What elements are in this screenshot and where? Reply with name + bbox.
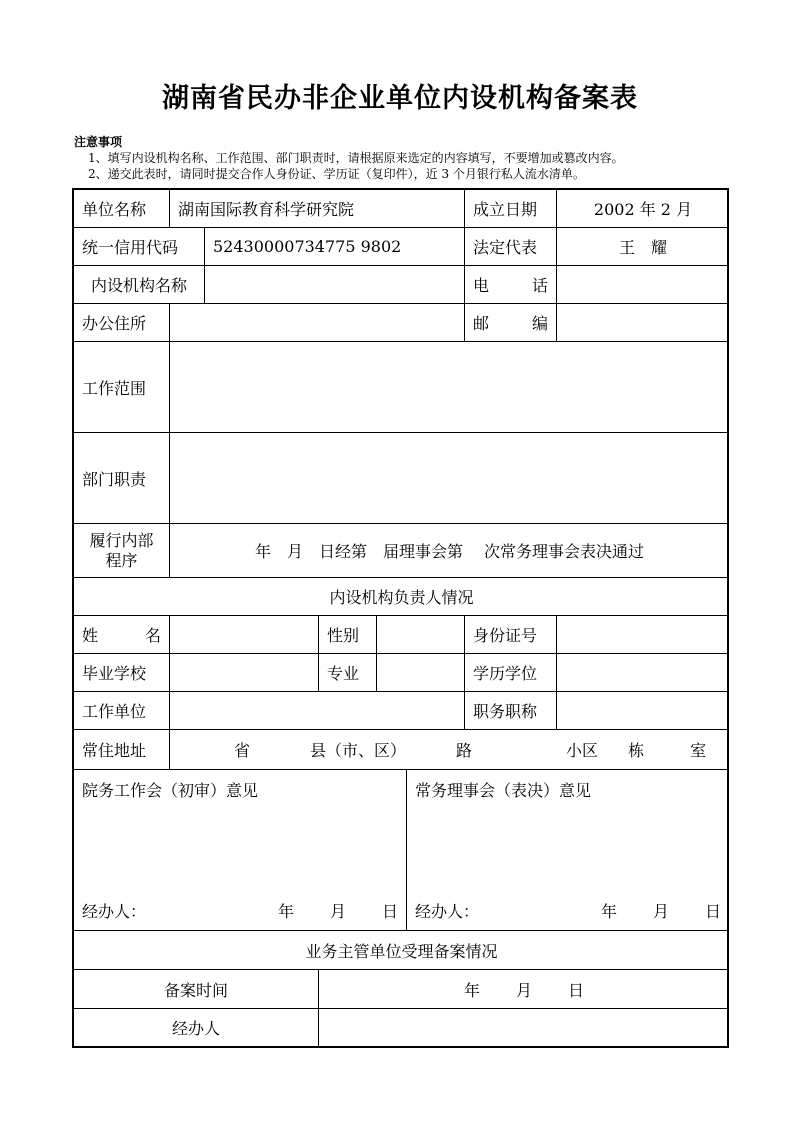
procedure-label <box>74 524 170 578</box>
phone-label-b: 话 <box>531 276 548 295</box>
page-title: 湖南省民办非企业单位内设机构备案表 <box>162 83 638 114</box>
major-label: 专业 <box>319 654 377 692</box>
duty-field[interactable] <box>170 433 729 524</box>
left-signature-line <box>82 899 398 922</box>
credit-code-field[interactable]: 52430000734775 9802 <box>205 228 465 266</box>
head-section-heading: 内设机构负责人情况 <box>74 578 729 616</box>
date-parts <box>278 899 398 922</box>
legal-rep-label: 法定代表 <box>465 228 557 266</box>
filing-heading: 业务主管单位受理备案情况 <box>74 931 729 970</box>
filing-date-parts <box>464 978 584 1001</box>
name-field[interactable] <box>170 616 319 654</box>
duty-label: 部门职责 <box>74 433 170 524</box>
postcode-label <box>465 304 557 342</box>
postcode-label-a: 邮 <box>473 314 490 333</box>
residence-part: 路 <box>456 741 473 760</box>
date-year: 年 <box>277 902 294 921</box>
handler-label: 经办人： <box>415 902 480 921</box>
scope-label: 工作范围 <box>74 342 170 433</box>
degree-label: 学历学位 <box>465 654 557 692</box>
filing-time-label: 备案时间 <box>74 970 319 1009</box>
right-signature-line <box>415 899 721 922</box>
phone-label-a: 电 <box>473 276 490 295</box>
phone-label <box>465 266 557 304</box>
date-year: 年 <box>600 902 617 921</box>
left-opinion-box[interactable] <box>74 770 407 931</box>
school-label: 毕业学校 <box>74 654 170 692</box>
title-label: 职务职称 <box>465 692 557 730</box>
workplace-field[interactable] <box>170 692 465 730</box>
right-opinion-box[interactable] <box>407 770 729 931</box>
procedure-text: 年 月 日经第 届理事会第 次常务理事会表决通过 <box>170 524 729 578</box>
residence-part: 小区 <box>566 741 599 760</box>
date-year: 年 <box>463 980 480 1000</box>
scope-field[interactable] <box>170 342 729 433</box>
date-month: 月 <box>652 902 669 921</box>
id-label: 身份证号 <box>465 616 557 654</box>
credit-code-label: 统一信用代码 <box>74 228 205 266</box>
date-parts <box>601 899 721 922</box>
residence-part: 栋 <box>628 741 645 760</box>
date-day: 日 <box>568 980 585 1000</box>
date-month: 月 <box>329 902 346 921</box>
name-label <box>74 616 170 654</box>
phone-field[interactable] <box>557 266 729 304</box>
gender-field[interactable] <box>377 616 465 654</box>
unit-name-label: 单位名称 <box>74 190 170 228</box>
date-day: 日 <box>381 902 398 921</box>
unit-name-field[interactable]: 湖南国际教育科学研究院 <box>170 190 465 228</box>
established-field[interactable]: 2002 年 2 月 <box>557 190 729 228</box>
notes-heading: 注意事项 <box>74 135 123 149</box>
right-opinion-title: 常务理事会（表决）意见 <box>415 781 592 800</box>
left-opinion-title: 院务工作会（初审）意见 <box>82 781 259 800</box>
residence-part: 省 <box>234 741 251 760</box>
filing-handler-label: 经办人 <box>74 1009 319 1046</box>
address-label: 办公住所 <box>74 304 170 342</box>
name-label-b: 名 <box>144 626 161 645</box>
major-field[interactable] <box>377 654 465 692</box>
dept-name-label: 内设机构名称 <box>74 266 205 304</box>
date-month: 月 <box>515 980 532 1000</box>
residence-label: 常住地址 <box>74 730 170 770</box>
title-field[interactable] <box>557 692 729 730</box>
form-table <box>72 188 729 1048</box>
procedure-label-line1: 履行内部 <box>89 530 154 550</box>
filing-handler-field[interactable] <box>319 1009 729 1046</box>
filing-time-field[interactable] <box>319 970 729 1009</box>
procedure-label-line2: 程序 <box>105 550 138 570</box>
date-day: 日 <box>704 902 721 921</box>
residence-field[interactable] <box>170 730 729 770</box>
postcode-label-b: 编 <box>531 314 548 333</box>
id-field[interactable] <box>557 616 729 654</box>
school-field[interactable] <box>170 654 319 692</box>
residence-part: 室 <box>690 741 707 760</box>
name-label-a: 姓 <box>82 626 99 645</box>
handler-label: 经办人： <box>82 902 147 921</box>
postcode-field[interactable] <box>557 304 729 342</box>
residence-part: 县（市、区） <box>310 741 407 760</box>
established-label: 成立日期 <box>465 190 557 228</box>
gender-label: 性别 <box>319 616 377 654</box>
dept-name-field[interactable] <box>205 266 465 304</box>
notes-item: 2、递交此表时，请同时提交合作人身份证、学历证（复印件），近 3 个月银行私人流水清单。 <box>88 167 585 181</box>
notes <box>74 134 624 182</box>
address-field[interactable] <box>170 304 465 342</box>
degree-field[interactable] <box>557 654 729 692</box>
workplace-label: 工作单位 <box>74 692 170 730</box>
legal-rep-field[interactable]: 王 耀 <box>557 228 729 266</box>
notes-item: 1、填写内设机构名称、工作范围、部门职责时，请根据原来选定的内容填写，不要增加或篡改内容。 <box>88 151 624 165</box>
